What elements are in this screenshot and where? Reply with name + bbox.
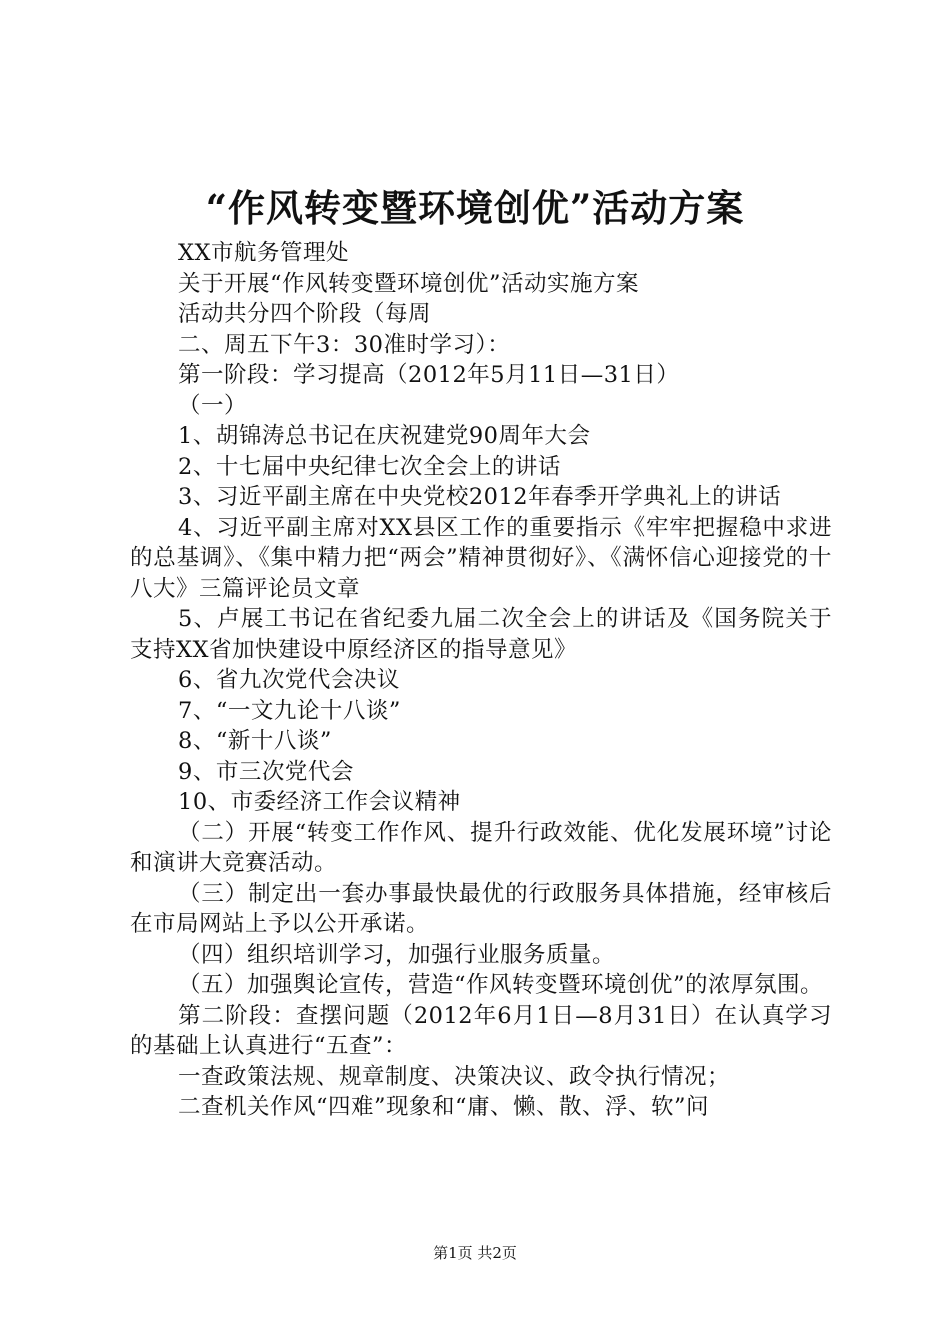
page-number: 第1页 共2页 [433,1244,517,1262]
paragraph: 1、胡锦涛总书记在庆祝建党90周年大会 [178,423,591,449]
paragraph: 第一阶段：学习提高（2012年5月11日—31日） [178,362,680,388]
paragraph: 5、卢展工书记在省纪委九届二次全会上的讲话及《国务院关于支持XX省加快建设中原经济区的指导意见》 [130,606,832,663]
paragraph: 9、市三次党代会 [178,758,354,785]
paragraph: （四）组织培训学习，加强行业服务质量。 [178,941,616,968]
paragraph: 8、“新十八谈” [178,728,332,754]
paragraph: （三）制定出一套办事最快最优的行政服务具体措施，经审核后在市局网站上予以公开承诺。 [130,880,832,937]
paragraph: 活动共分四个阶段（每周 [178,301,432,327]
document-title: “作风转变暨环境创优”活动方案 [205,186,745,230]
paragraph: （一） [178,392,248,419]
page-footer [0,1243,950,1263]
paragraph: 3、习近平副主席在中央党校2012年春季开学典礼上的讲话 [178,484,782,510]
paragraph: 二查机关作风“四难”现象和“庸、懒、散、浮、软”问 [178,1094,710,1120]
paragraph: （五）加强舆论宣传，营造“作风转变暨环境创优”的浓厚氛围。 [178,972,824,998]
paragraph: 7、“一文九论十八谈” [178,697,401,724]
paragraph: 一查政策法规、规章制度、决策决议、政令执行情况； [178,1063,731,1090]
paragraph: （二）开展“转变工作作风、提升行政效能、优化发展环境”讨论和演讲大竞赛活动。 [130,819,832,876]
paragraph: 关于开展“作风转变暨环境创优”活动实施方案 [178,270,640,297]
paragraph: 2、十七届中央纪律七次全会上的讲话 [178,453,561,480]
paragraph: 6、省九次党代会决议 [178,667,400,693]
paragraph: 第二阶段：查摆问题（2012年6月1日—8月31日）在认真学习的基础上认真进行“五查”： [130,1002,832,1059]
paragraph: 4、习近平副主席对XX县区工作的重要指示《牢牢把握稳中求进的总基调》、《集中精力把“两会”精神贯彻好》、《满怀信心迎接党的十八大》三篇评论员文章 [130,514,832,602]
paragraph: 二、周五下午3：30准时学习）： [178,331,511,358]
document-body [130,238,832,1123]
paragraph: 10、市委经济工作会议精神 [178,789,461,815]
paragraph: XX市航务管理处 [178,240,350,266]
